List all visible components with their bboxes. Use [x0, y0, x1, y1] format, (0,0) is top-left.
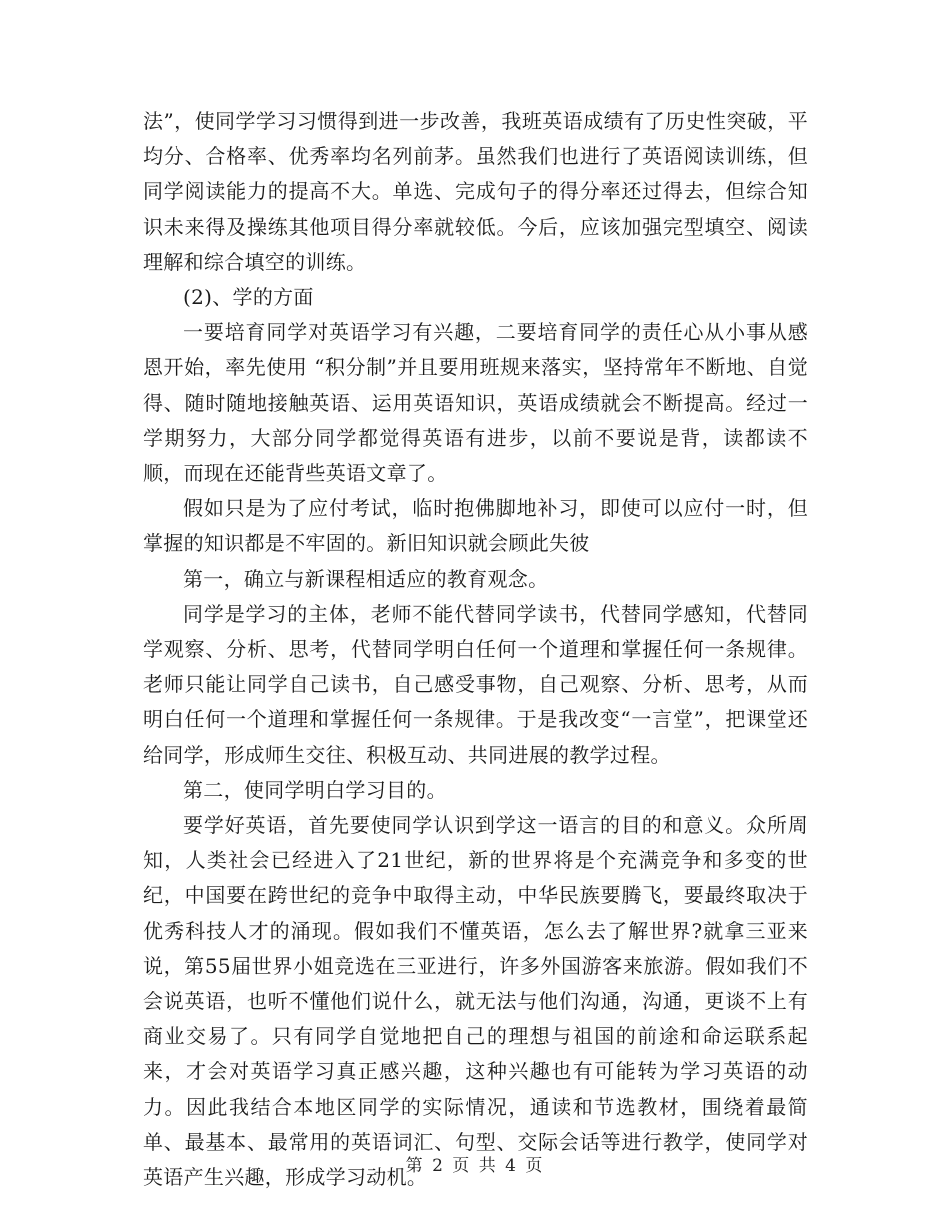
paragraph-2-heading: (2)、学的方面 [183, 285, 314, 310]
document-body [143, 104, 808, 1195]
paragraph-7-heading: 第二，使同学明白学习目的。 [183, 777, 447, 802]
paragraph-3: 一要培育同学对英语学习有兴趣，二要培育同学的责任心从小事从感恩开始，率先使用 “积分制”并且要用班规来落实，坚持常年不断地、自觉得、随时随地接触英语、运用英语知识，英语成绩就会不断提高。经过一学期努力，大部分同学都觉得英语有进步，以前不要说是背，读都读不顺，而现在还能背些英语文章了。 [143, 320, 808, 486]
paragraph-6: 同学是学习的主体，老师不能代替同学读书，代替同学感知，代替同学观察、分析、思考，代替同学明白任何一个道理和掌握任何一条规律。老师只能让同学自己读书，自己感受事物，自己观察、分析、思考，从而明白任何一个道理和掌握任何一条规律。于是我改变“一言堂”，把课堂还给同学，形成师生交往、积极互动、共同进展的教学过程。 [143, 601, 808, 767]
paragraph-8: 要学好英语，首先要使同学认识到学这一语言的目的和意义。众所周知，人类社会已经进入了21世纪，新的世界将是个充满竞争和多变的世纪，中国要在跨世纪的竞争中取得主动，中华民族要腾飞，要最终取决于优秀科技人才的涌现。假如我们不懂英语，怎么去了解世界?就拿三亚来说，第55届世界小姐竞选在三亚进行，许多外国游客来旅游。假如我们不会说英语，也听不懂他们说什么，就无法与他们沟通，沟通，更谈不上有商业交易了。只有同学自觉地把自己的理想与祖国的前途和命运联系起来，才会对英语学习真正感兴趣，这种兴趣也有可能转为学习英语的动力。因此我结合本地区同学的实际情况，通读和节选教材，围绕着最简单、最基本、最常用的英语词汇、句型、交际会话等进行教学，使同学对英语产生兴趣，形成学习动机。 [143, 813, 808, 1190]
page-number-footer: 第 2 页 共 4 页 [405, 1156, 545, 1176]
paragraph-1: 法”，使同学学习习惯得到进一步改善，我班英语成绩有了历史性突破，平均分、合格率、优秀率均名列前茅。虽然我们也进行了英语阅读训练，但同学阅读能力的提高不大。单选、完成句子的得分率还过得去，但综合知识未来得及操练其他项目得分率就较低。今后，应该加强完型填空、阅读理解和综合填空的训练。 [143, 109, 808, 274]
paragraph-4: 假如只是为了应付考试，临时抱佛脚地补习，即使可以应付一时，但掌握的知识都是不牢固的。新旧知识就会顾此失彼 [143, 496, 808, 556]
paragraph-5-heading: 第一，确立与新课程相适应的教育观念。 [183, 566, 549, 591]
